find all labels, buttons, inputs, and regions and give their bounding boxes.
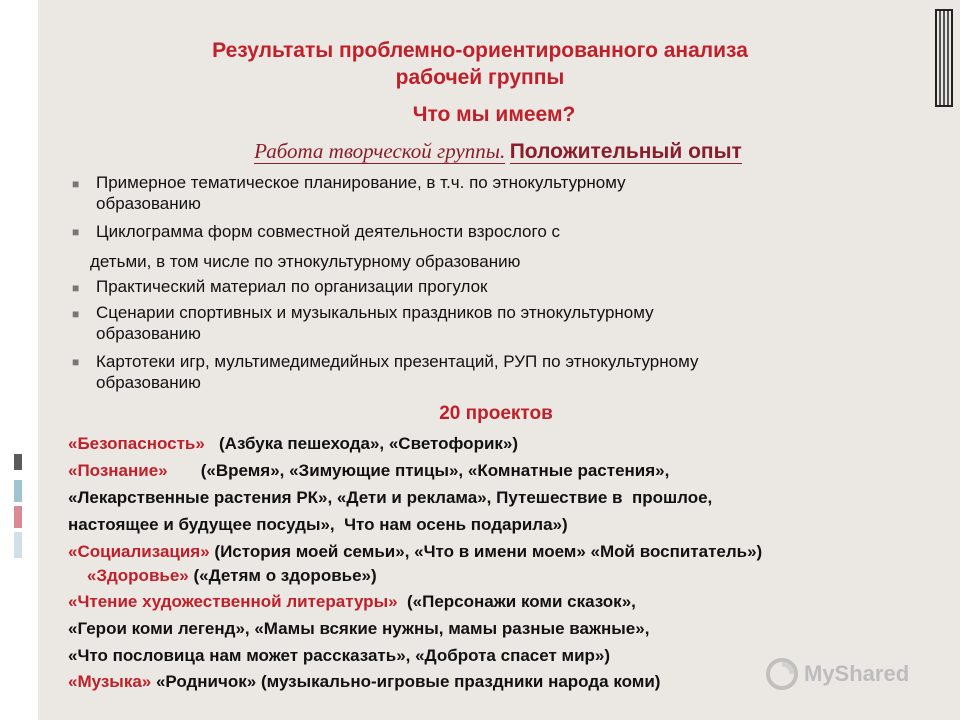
project-line: «Лекарственные растения РК», «Дети и реклама», Путешествие в прошлое, [68, 488, 713, 507]
project-line: «Безопасность» (Азбука пешехода», «Светофорик») [68, 434, 519, 453]
bullet-text-2: Циклограмма форм совместной деятельности взрослого с [96, 222, 561, 241]
title-line-2: рабочей группы [395, 66, 565, 89]
bullet-text-4-cont: образованию [96, 324, 201, 343]
bullet-icon: ■ [72, 225, 80, 239]
bullet-text-1: Примерное тематическое планирование, в т.ч. по этнокультурному [96, 173, 626, 192]
bullet-icon: ■ [72, 281, 80, 295]
decor-bar-dark [14, 454, 22, 470]
bullet-text-1-cont: образованию [96, 194, 201, 213]
project-line: «Познание» («Время», «Зимующие птицы», «Комнатные растения», [68, 461, 670, 480]
bullet-text-3: Практический материал по организации прогулок [96, 277, 488, 296]
watermark [766, 658, 909, 690]
bullet-text-2-cont: детьми, в том числе по этнокультурному образованию [90, 252, 521, 271]
project-line: «Что пословица нам может рассказать», «Доброта спасет мир») [68, 646, 611, 665]
bullet-text-5-cont: образованию [96, 373, 201, 392]
bullet-icon: ■ [72, 355, 80, 369]
project-line: «Чтение художественной литературы» («Персонажи коми сказок», [68, 592, 636, 611]
watermark-text: MyShared [804, 661, 910, 686]
myshared-logo-icon [766, 658, 798, 690]
bullet-icon: ■ [72, 177, 80, 191]
subtitle [0, 139, 960, 164]
project-line: «Социализация» (История моей семьи», «Что в имени моем» «Мой воспитатель») [68, 542, 763, 561]
project-line: «Музыка» «Родничок» (музыкально-игровые праздники народа коми) [68, 672, 661, 691]
subtitle-italic: Работа творческой группы. [254, 139, 506, 163]
title-question: Что мы имеем? [412, 103, 576, 126]
subtitle-bold: Положительный опыт [509, 140, 742, 163]
title-line-1: Результаты проблемно-ориентированного анализа [212, 39, 748, 62]
projects-heading: 20 проектов [439, 403, 553, 424]
project-line: настоящее и будущее посуды», Что нам осень подарила») [68, 515, 568, 534]
project-line: «Здоровье» («Детям о здоровье») [68, 566, 377, 585]
decor-bar-light [14, 532, 22, 558]
decor-bar-teal [14, 480, 22, 502]
bullet-text-5: Картотеки игр, мультимедимедийных презентаций, РУП по этнокультурному [96, 352, 699, 371]
decor-bar-pink [14, 506, 22, 528]
bullet-text-4: Сценарии спортивных и музыкальных праздников по этнокультурному [96, 303, 654, 322]
project-line: «Герои коми легенд», «Мамы всякие нужны, мамы разные важные», [68, 619, 650, 638]
bullet-icon: ■ [72, 307, 80, 321]
